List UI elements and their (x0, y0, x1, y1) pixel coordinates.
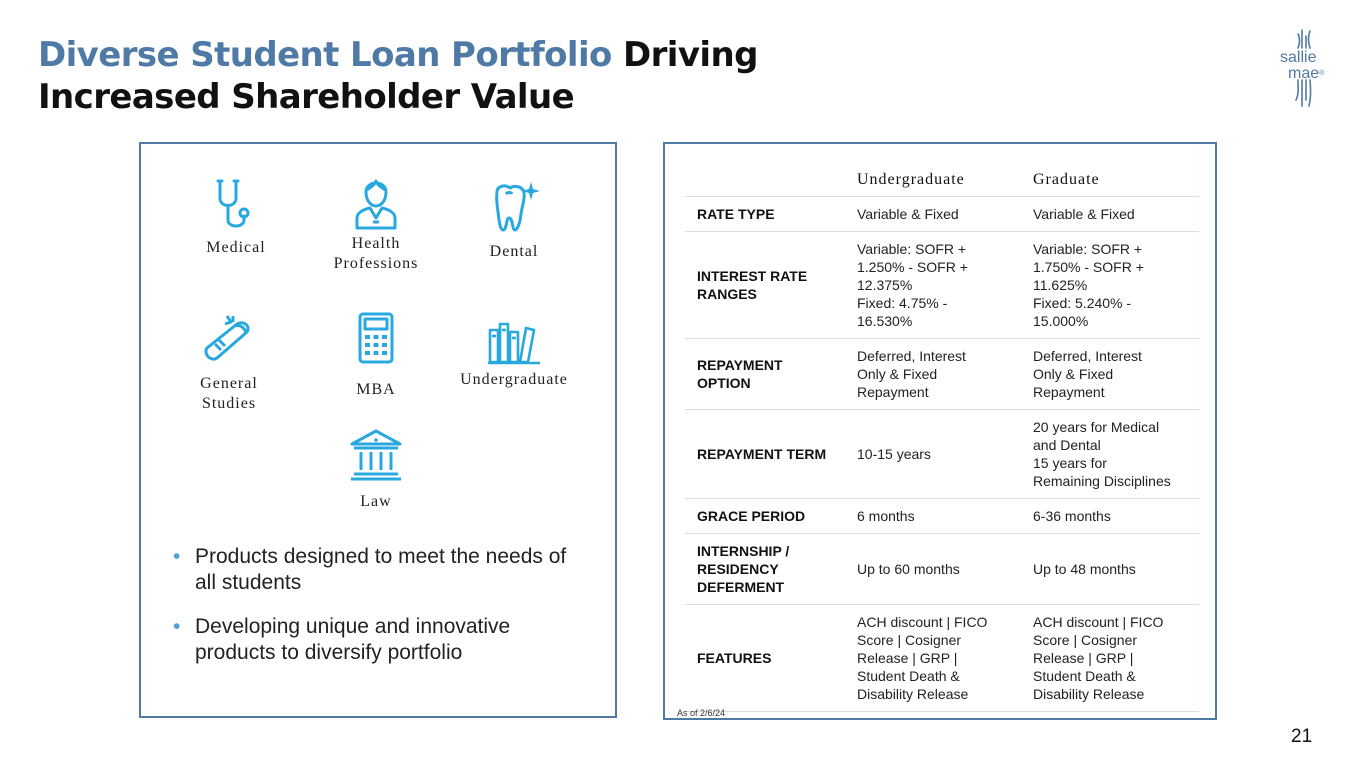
title-accent: Diverse Student Loan Portfolio (38, 35, 612, 75)
cell-undergraduate (845, 534, 1021, 605)
cell-graduate (1021, 339, 1199, 410)
category-mba (321, 310, 431, 400)
category-law (321, 428, 431, 512)
cell-line: Release | GRP | (1033, 650, 1134, 666)
row-label: REPAYMENT OPTION (685, 339, 845, 410)
cell-line: 10-15 years (857, 446, 931, 462)
cell-line: Student Death & (857, 668, 960, 684)
cell-line: Up to 48 months (1033, 561, 1136, 577)
cell-undergraduate (845, 410, 1021, 499)
cell-line: 12.375% (857, 277, 913, 293)
cell-undergraduate (845, 197, 1021, 232)
cell-graduate (1021, 499, 1199, 534)
row-label: RATE TYPE (685, 197, 845, 232)
cell-line: 15 years for (1033, 455, 1107, 471)
cell-undergraduate (845, 232, 1021, 339)
table-row (685, 534, 1199, 605)
diploma-icon (199, 314, 259, 368)
cell-graduate (1021, 197, 1199, 232)
cell-line: Deferred, Interest (1033, 348, 1142, 364)
cell-line: 6 months (857, 508, 915, 524)
calculator-icon (354, 310, 398, 368)
cell-line: Fixed: 4.75% - (857, 295, 948, 311)
category-health-professions (311, 172, 441, 274)
sallie-mae-logo (1276, 28, 1336, 110)
cell-undergraduate (845, 339, 1021, 410)
cell-line: Up to 60 months (857, 561, 960, 577)
bullet-item: • Products designed to meet the needs of all students (171, 544, 591, 596)
cell-line: ACH discount | FICO (1033, 614, 1164, 630)
cell-graduate (1021, 534, 1199, 605)
cell-line: 20 years for Medical (1033, 419, 1160, 435)
cell-line: and Dental (1033, 437, 1101, 453)
cell-line: Variable & Fixed (857, 206, 959, 222)
cell-line: Variable & Fixed (1033, 206, 1135, 222)
cell-line: Repayment (1033, 384, 1105, 400)
category-label: Medical (206, 239, 266, 256)
title-rest: Driving (611, 35, 758, 75)
category-label: General (200, 375, 258, 392)
cell-line: Student Death & (1033, 668, 1136, 684)
column-header-blank (685, 164, 845, 197)
cell-undergraduate (845, 605, 1021, 712)
cell-undergraduate (845, 499, 1021, 534)
cell-line: 15.000% (1033, 313, 1089, 329)
cell-line: Variable: SOFR + (857, 241, 967, 257)
table-row (685, 197, 1199, 232)
cell-line: Score | Cosigner (857, 632, 962, 648)
cell-line: Only & Fixed (1033, 366, 1114, 382)
cell-line: 1.250% - SOFR + (857, 259, 968, 275)
cell-graduate (1021, 605, 1199, 712)
loan-terms-table (685, 164, 1199, 712)
table-row (685, 339, 1199, 410)
cell-graduate (1021, 232, 1199, 339)
table-header-row (685, 164, 1199, 197)
row-label: FEATURES (685, 605, 845, 712)
cell-line: 16.530% (857, 313, 913, 329)
row-label: INTEREST RATE RANGES (685, 232, 845, 339)
category-label: Dental (489, 243, 539, 260)
stethoscope-icon (211, 176, 261, 234)
cell-line: Variable: SOFR + (1033, 241, 1143, 257)
category-dental (459, 180, 569, 262)
table-row (685, 605, 1199, 712)
row-label: REPAYMENT TERM (685, 410, 845, 499)
title-line2: Increased Shareholder Value (38, 77, 575, 117)
slide-title (38, 34, 838, 118)
cell-line: Remaining Disciplines (1033, 473, 1171, 489)
table-row (685, 232, 1199, 339)
table-body (685, 197, 1199, 712)
cell-line: Repayment (857, 384, 929, 400)
row-label: GRACE PERIOD (685, 499, 845, 534)
category-undergraduate (449, 320, 579, 390)
as-of-note: As of 2/6/24 (677, 708, 726, 718)
cell-line: Score | Cosigner (1033, 632, 1138, 648)
category-label: Studies (201, 395, 257, 412)
category-label: Health (351, 235, 401, 252)
row-label: INTERNSHIP / RESIDENCY DEFERMENT (685, 534, 845, 605)
tooth-icon (487, 180, 541, 234)
bullet-list (171, 544, 591, 684)
column-header-graduate: Graduate (1021, 164, 1199, 197)
cell-line: Deferred, Interest (857, 348, 966, 364)
cell-line: Fixed: 5.240% - (1033, 295, 1132, 311)
books-icon (486, 320, 542, 366)
logo-text-sallie: sallie (1280, 49, 1317, 66)
courthouse-icon (348, 428, 404, 482)
category-label: Undergraduate (460, 371, 568, 388)
health-professional-icon (351, 172, 401, 230)
table-row (685, 410, 1199, 499)
column-header-undergraduate: Undergraduate (845, 164, 1021, 197)
cell-line: Disability Release (1033, 686, 1145, 702)
loan-terms-panel (663, 142, 1217, 720)
cell-line: 11.625% (1033, 277, 1088, 293)
loan-categories-panel (139, 142, 617, 718)
cell-line: Release | GRP | (857, 650, 958, 666)
cell-line: Disability Release (857, 686, 969, 702)
bullet-item: • Developing unique and innovative products to diversify portfolio (171, 614, 591, 666)
category-medical (181, 176, 291, 258)
category-label: Law (360, 493, 392, 510)
cell-line: ACH discount | FICO (857, 614, 988, 630)
logo-text-mae: mae® (1288, 65, 1325, 82)
table-row (685, 499, 1199, 534)
cell-line: 6-36 months (1033, 508, 1111, 524)
cell-line: 1.750% - SOFR + (1033, 259, 1144, 275)
cell-graduate (1021, 410, 1199, 499)
category-label: Professions (333, 255, 419, 272)
page-number: 21 (1291, 726, 1313, 747)
category-general-studies (171, 314, 287, 414)
category-label: MBA (356, 381, 396, 398)
cell-line: Only & Fixed (857, 366, 938, 382)
